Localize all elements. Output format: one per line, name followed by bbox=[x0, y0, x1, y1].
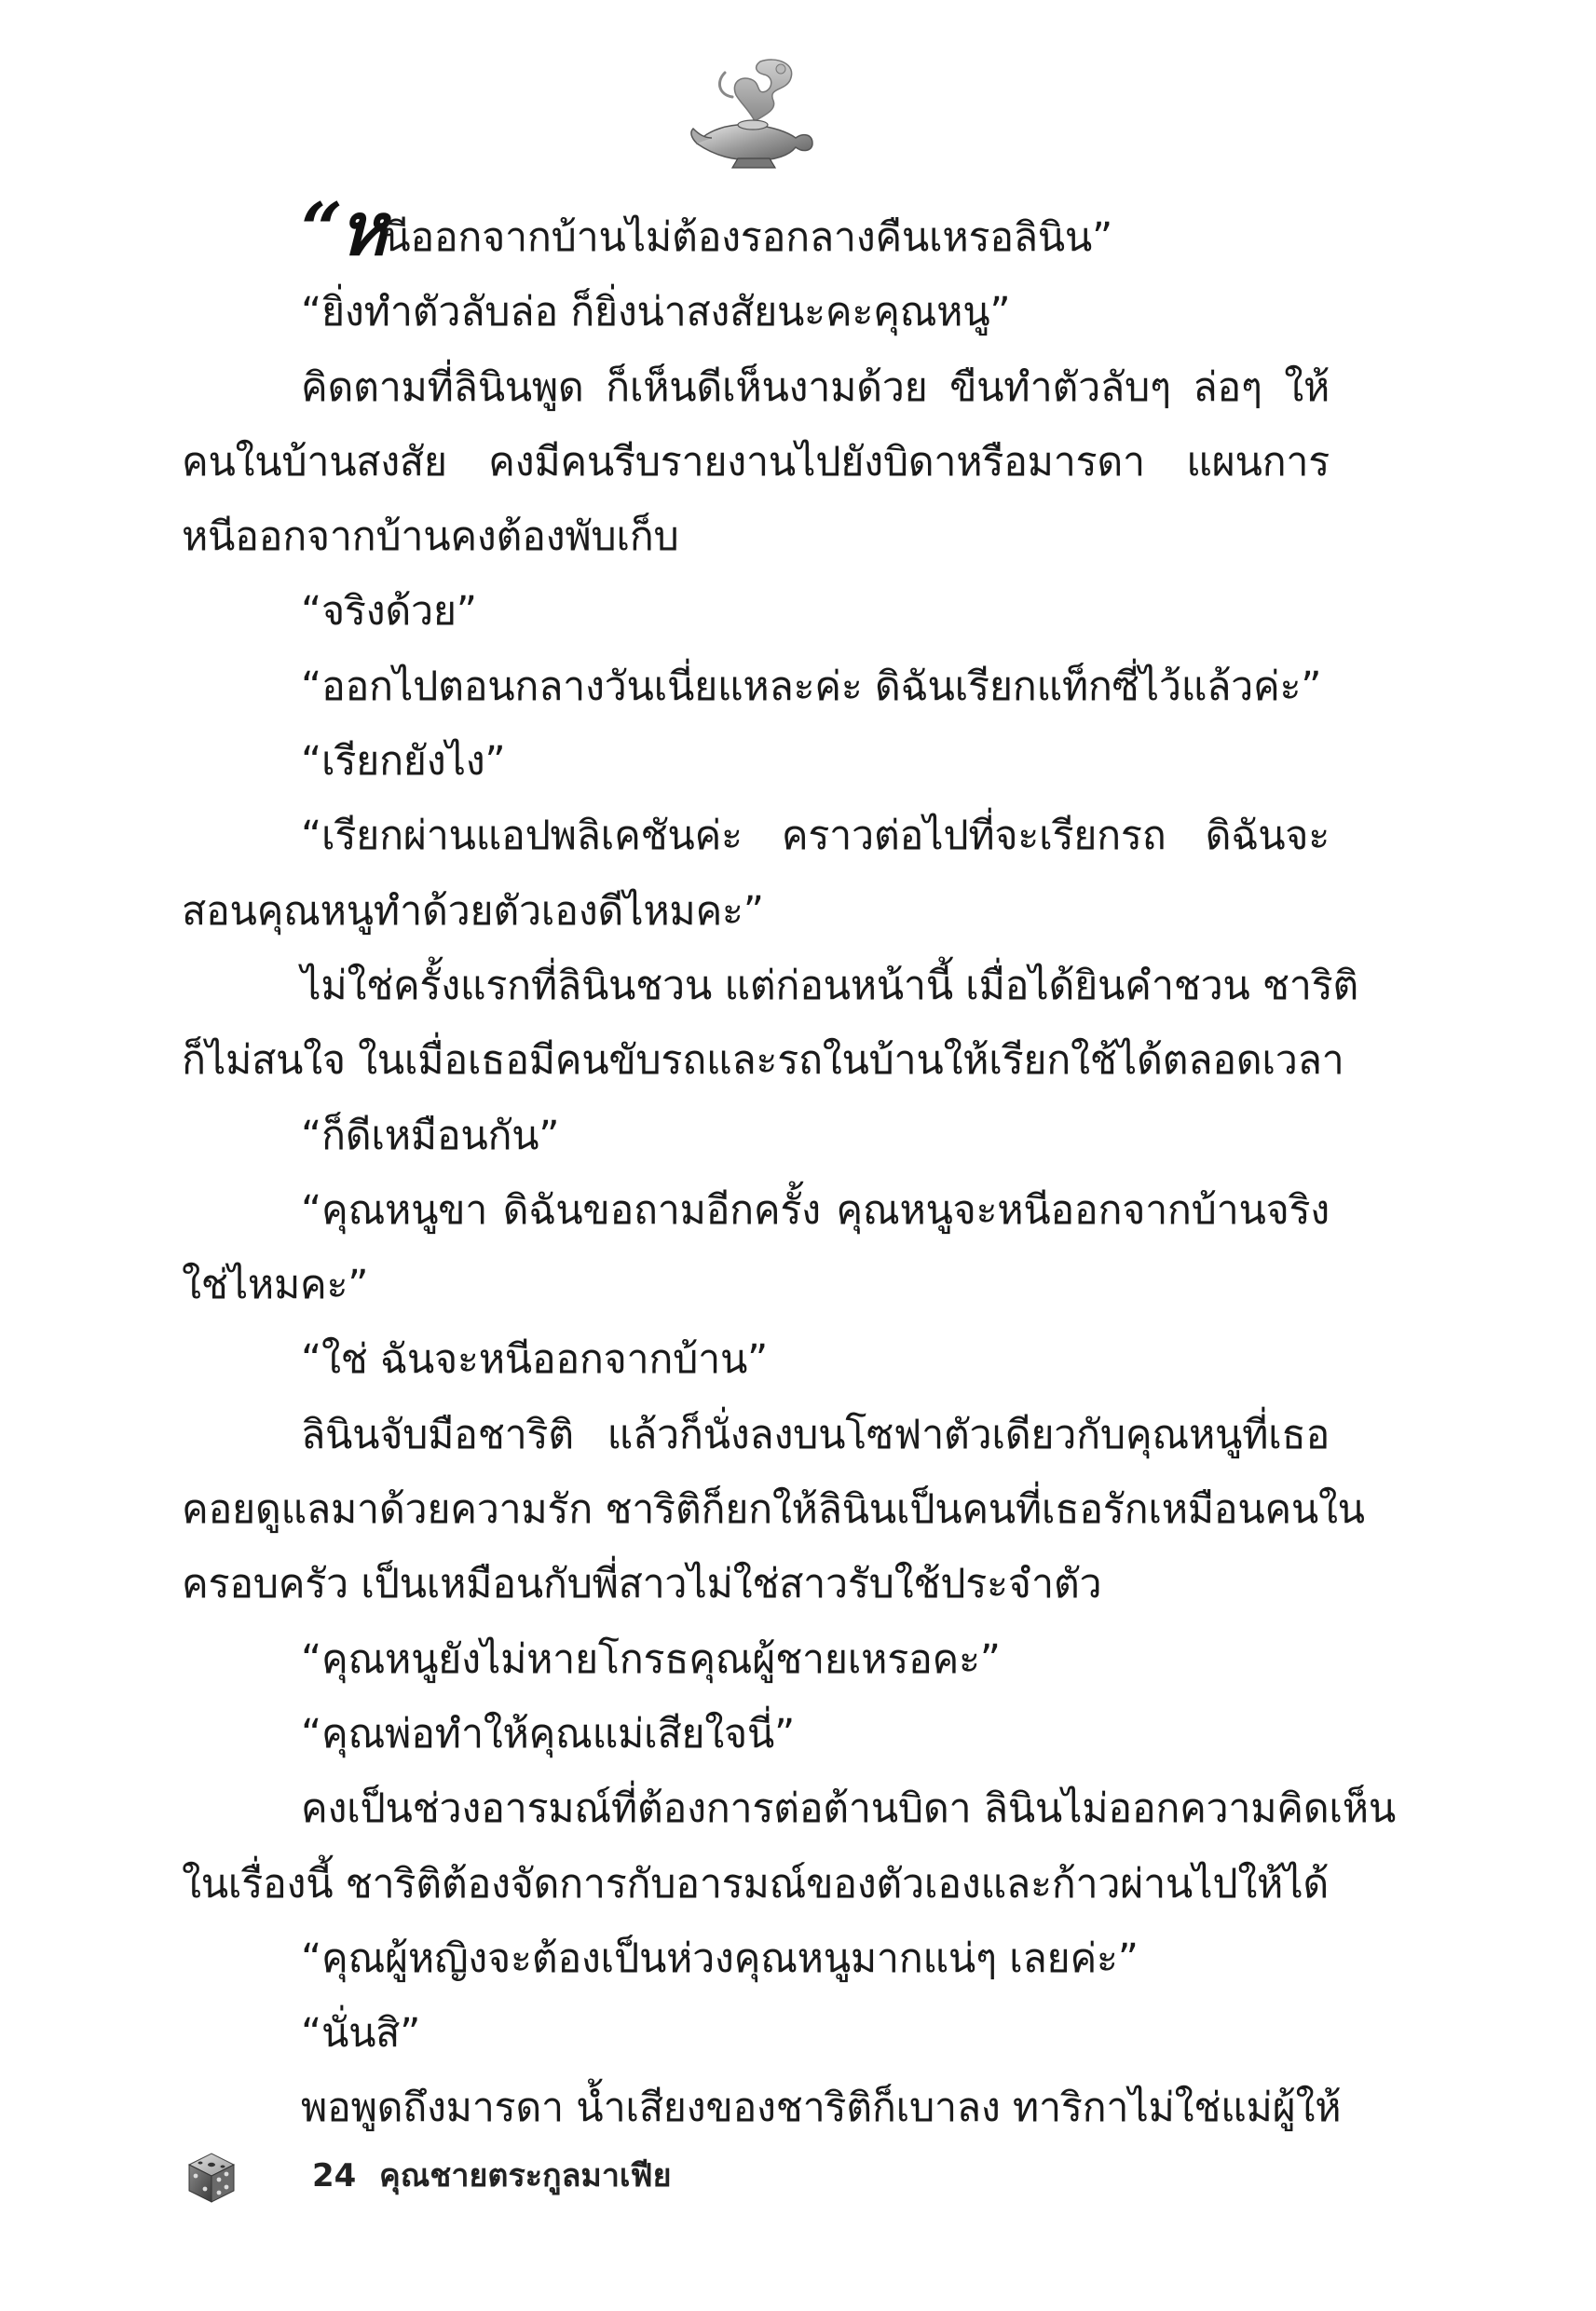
text-line-content: ใช่ไหมคะ” bbox=[182, 1262, 369, 1309]
text-line-content: “ยิ่งทำตัวลับล่อ ก็ยิ่งน่าสงสัยนะคะคุณหนู” bbox=[301, 289, 1011, 336]
text-line-content: พอพูดถึงมารดา น้ำเสียงของชาริติก็เบาลง ทาริกาไม่ใช่แม่ผู้ให้ bbox=[301, 2085, 1342, 2132]
page-number: 24 bbox=[312, 2157, 357, 2195]
text-line-content: “คุณหนูขา ดิฉันขอถามอีกครั้ง คุณหนูจะหนีออกจากบ้านจริง bbox=[301, 1186, 1330, 1234]
text-line bbox=[182, 650, 1330, 724]
text-line-content: “จริงด้วย” bbox=[301, 588, 477, 636]
text-line-content: “ออกไปตอนกลางวันเนี่ยแหละค่ะ ดิฉันเรียกแท็กซี่ไว้แล้วค่ะ” bbox=[301, 663, 1322, 710]
text-line bbox=[182, 350, 1330, 425]
text-line-content: ในเรื่องนี้ ชาริติต้องจัดการกับอารมณ์ของตัวเองและก้าวผ่านไปให้ได้ bbox=[182, 1860, 1330, 1908]
text-line-content: “เรียกผ่านแอปพลิเคชันค่ะ คราวต่อไปที่จะเรียกรถ ดิฉันจะ bbox=[301, 813, 1330, 860]
running-title: คุณชายตระกูลมาเฟีย bbox=[379, 2157, 672, 2195]
text-line bbox=[182, 1547, 1330, 1621]
text-line bbox=[182, 2071, 1342, 2145]
text-line bbox=[182, 1622, 1330, 1697]
text-line-content: “คุณหนูยังไม่หายโกรธคุณผู้ชายเหรอคะ” bbox=[301, 1635, 1001, 1683]
text-line-content: ไม่ใช่ครั้งแรกที่ลินินชวน แต่ก่อนหน้านี้ เมื่อได้ยินคำชวน ชาริติ bbox=[301, 962, 1359, 1009]
text-line-content: ลินินจับมือชาริติ แล้วก็นั่งลงบนโซฟาตัวเดียวกับคุณหนูที่เธอ bbox=[301, 1411, 1330, 1458]
text-line bbox=[182, 1099, 1330, 1173]
genie-lamp-icon bbox=[688, 54, 818, 171]
text-line-content: คนในบ้านสงสัย คงมีคนรีบรายงานไปยังบิดาหรือมารดา แผนการ bbox=[182, 438, 1330, 485]
text-line-content: ครอบครัว เป็นเหมือนกับพี่สาวไม่ใช่สาวรับใช้ประจำตัว bbox=[182, 1561, 1102, 1608]
text-line bbox=[182, 1996, 1330, 2071]
text-line bbox=[182, 1921, 1330, 1996]
text-line bbox=[182, 1771, 1396, 1846]
dice-icon bbox=[182, 2148, 239, 2206]
text-line-content: คอยดูแลมาด้วยความรัก ชาริติก็ยกให้ลินินเป็นคนที่เธอรักเหมือนคนใน bbox=[182, 1486, 1365, 1534]
text-line bbox=[182, 499, 1330, 574]
text-line-content: “ใช่ ฉันจะหนีออกจากบ้าน” bbox=[301, 1336, 769, 1384]
text-line bbox=[182, 1847, 1330, 1921]
text-line-content: “ก็ดีเหมือนกัน” bbox=[301, 1112, 560, 1159]
body-text bbox=[182, 187, 1396, 2146]
text-line-content: สอนคุณหนูทำด้วยตัวเองดีไหมคะ” bbox=[182, 887, 764, 935]
text-line-content: นีออกจากบ้านไม่ต้องรอกลางคืนเหรอลินิน” bbox=[383, 214, 1112, 261]
text-line bbox=[182, 1023, 1344, 1098]
drop-cap: “ห bbox=[301, 187, 384, 272]
text-line-content: “คุณผู้หญิงจะต้องเป็นห่วงคุณหนูมากแน่ๆ เลยค่ะ” bbox=[301, 1935, 1139, 1982]
text-line bbox=[182, 187, 1330, 275]
text-line-content: หนีออกจากบ้านคงต้องพับเก็บ bbox=[182, 513, 679, 561]
page-footer bbox=[182, 2148, 1020, 2213]
text-line bbox=[182, 425, 1330, 499]
text-line-content: “เรียกยังไง” bbox=[301, 738, 506, 786]
text-line bbox=[182, 1322, 1330, 1397]
text-line-content: “คุณพ่อทำให้คุณแม่เสียใจนี่” bbox=[301, 1710, 795, 1757]
text-line bbox=[182, 1697, 1330, 1771]
text-line bbox=[182, 1398, 1330, 1472]
text-line-content: คิดตามที่ลินินพูด ก็เห็นดีเห็นงามด้วย ขืนทำตัวลับๆ ล่อๆ ให้ bbox=[301, 363, 1330, 411]
text-line bbox=[182, 1173, 1330, 1248]
text-line bbox=[182, 1248, 1330, 1322]
text-line bbox=[182, 275, 1330, 349]
text-line-content: คงเป็นช่วงอารมณ์ที่ต้องการต่อต้านบิดา ลินินไม่ออกความคิดเห็น bbox=[301, 1785, 1396, 1833]
text-line bbox=[182, 799, 1330, 873]
text-line bbox=[182, 574, 1330, 649]
text-line bbox=[182, 874, 1330, 949]
text-line-content: “นั่นสิ” bbox=[301, 2010, 421, 2058]
text-line-content: ก็ไม่สนใจ ในเมื่อเธอมีคนขับรถและรถในบ้านให้เรียกใช้ได้ตลอดเวลา bbox=[182, 1037, 1344, 1085]
text-line bbox=[182, 1472, 1365, 1547]
text-line bbox=[182, 949, 1359, 1023]
text-line bbox=[182, 724, 1330, 799]
